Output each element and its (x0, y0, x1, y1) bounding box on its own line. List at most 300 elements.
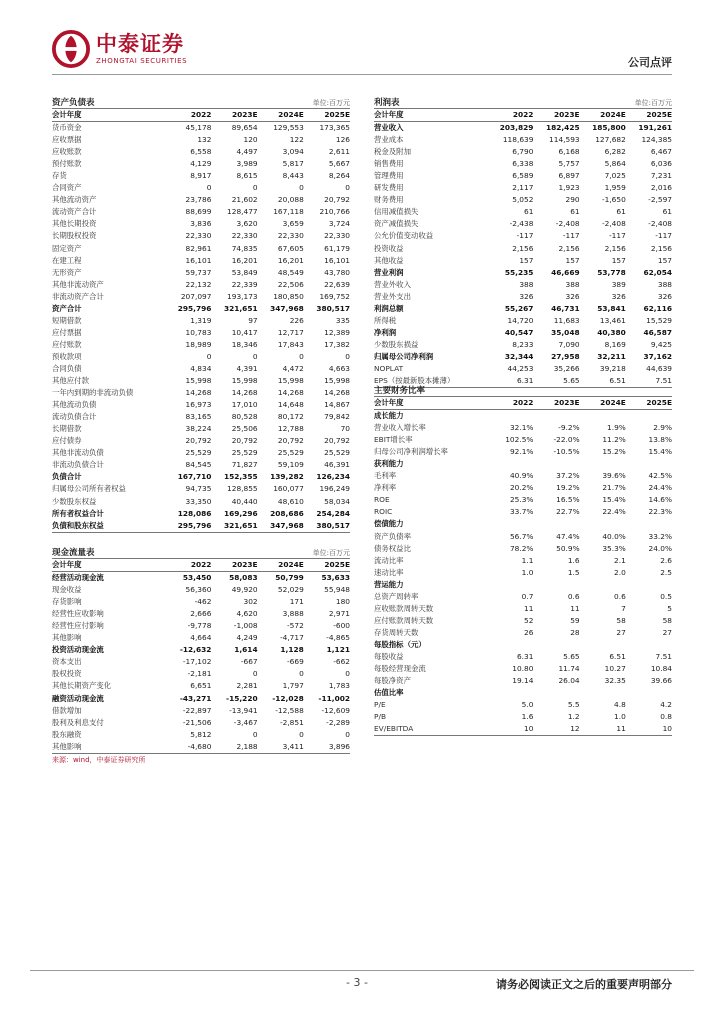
column-header-year: 2025E (626, 397, 672, 410)
row-value: -600 (333, 621, 350, 631)
row-value: 173,365 (319, 123, 350, 133)
row-value: 16,201 (277, 255, 304, 265)
row-value: -117 (609, 231, 626, 241)
row-value: 321,651 (211, 520, 257, 533)
table-row (374, 651, 672, 663)
row-value (487, 410, 533, 423)
row-value: 10.80 (512, 664, 534, 674)
table-row (52, 267, 350, 279)
row-value: 84,545 (185, 460, 212, 470)
row-value: 13,461 (599, 315, 626, 325)
row-label: 所得税 (374, 315, 397, 325)
row-value: 40,547 (504, 327, 534, 337)
row-label: 每股指标（元） (374, 639, 426, 649)
row-label: 应付账款周转天数 (374, 615, 434, 625)
row-value: 15.2% (602, 447, 626, 457)
column-header-label: 会计年度 (374, 397, 487, 410)
row-value: 16,101 (185, 255, 212, 265)
table-row (374, 315, 672, 327)
row-value: 97 (248, 315, 258, 325)
row-value: 22,330 (277, 231, 304, 241)
row-label: 长期股权投资 (52, 231, 97, 241)
row-label: 营业收入 (374, 123, 404, 133)
row-label: 经营性应付影响 (52, 621, 104, 631)
table-row (374, 591, 672, 603)
table-row (374, 506, 672, 518)
row-label: NOPLAT (374, 364, 404, 373)
row-value: 4,472 (282, 364, 304, 373)
row-value: 40,440 (231, 496, 258, 506)
row-value: 5,812 (190, 729, 212, 739)
row-value: 191,261 (638, 123, 672, 133)
column-header-year: 2023E (211, 109, 257, 122)
column-header-year: 2023E (211, 559, 257, 572)
row-value: 4,391 (236, 364, 258, 373)
row-value: 0 (345, 183, 350, 193)
row-value: 94,735 (185, 484, 212, 494)
ratios-title: 主要财务比率 (374, 386, 426, 396)
row-value: 44,253 (507, 364, 534, 373)
table-row (374, 699, 672, 711)
row-value: 70 (340, 424, 350, 434)
row-label: EPS（按最新股本摊薄） (374, 375, 487, 388)
row-value: -669 (287, 657, 304, 667)
row-value: 3,724 (328, 219, 350, 229)
table-row (52, 146, 350, 158)
row-value: 17,382 (324, 339, 350, 349)
table-row (52, 459, 350, 471)
row-value (580, 410, 626, 423)
table-row (374, 482, 672, 494)
row-value: 20,792 (324, 436, 350, 446)
row-value: 10 (626, 723, 672, 736)
row-value: 4,664 (190, 633, 212, 643)
row-value: 2,156 (604, 243, 626, 253)
row-value: 1.1 (521, 555, 534, 565)
row-value: -12,028 (272, 693, 304, 703)
row-label: 应付账款 (52, 339, 82, 349)
table-row (374, 434, 672, 446)
row-value: 1,614 (234, 645, 258, 655)
row-label: 资本支出 (52, 657, 82, 667)
row-value: 1.0 (614, 712, 626, 722)
row-value: 3,659 (282, 219, 304, 229)
table-row (52, 508, 350, 520)
row-value (626, 579, 672, 591)
row-value: 25,529 (277, 448, 304, 458)
row-value: -3,467 (233, 717, 258, 727)
row-value: 18,989 (185, 339, 212, 349)
row-value: 0 (206, 351, 212, 361)
row-value: 326 (565, 291, 580, 301)
row-value (580, 579, 626, 591)
row-value: 5.0 (521, 700, 534, 710)
row-value: 8,169 (604, 339, 626, 349)
table-row (52, 520, 350, 533)
row-label: 固定资产 (52, 243, 82, 253)
row-value: 74,835 (231, 243, 258, 253)
row-value: 0 (345, 729, 350, 739)
row-label: 应付票据 (52, 327, 82, 337)
row-value: 15.4% (602, 495, 626, 505)
row-label: 货币资金 (52, 123, 82, 133)
row-value: -4,717 (279, 633, 304, 643)
table-row (52, 483, 350, 495)
row-value (533, 518, 579, 530)
row-value: 1,783 (328, 681, 350, 691)
row-value: 83,165 (185, 412, 212, 422)
row-value: 11.2% (602, 435, 626, 445)
row-value: 33.2% (648, 531, 672, 541)
table-header-row (374, 109, 672, 122)
row-value: 6,036 (650, 159, 672, 169)
row-value: 22,639 (324, 279, 350, 289)
row-value: 1.0 (521, 567, 534, 577)
row-value: 1.9% (607, 423, 626, 433)
row-value: 2,016 (650, 183, 672, 193)
row-value: 21,602 (231, 195, 258, 205)
row-value: 1.2 (567, 712, 580, 722)
row-label: 净利率 (374, 483, 397, 493)
row-value: -4,865 (326, 633, 350, 643)
row-value: 26.04 (558, 676, 580, 686)
row-value: 53,849 (231, 267, 258, 277)
row-value: -2,597 (648, 195, 672, 205)
row-value: 0 (299, 729, 304, 739)
row-value: 6,282 (604, 147, 626, 157)
row-value: 6,558 (190, 147, 212, 157)
row-label: 流动比率 (374, 555, 404, 565)
row-label: 其他影响 (52, 741, 165, 754)
row-value: 56,360 (185, 585, 212, 595)
row-value: 3,989 (236, 159, 258, 169)
row-label: 长期借款 (52, 424, 82, 434)
row-value: 128,086 (177, 508, 212, 518)
row-value: 5.65 (563, 652, 580, 661)
table-row (374, 327, 672, 339)
table-row (374, 291, 672, 303)
row-value: 39.66 (650, 676, 672, 686)
row-value: 43,780 (324, 267, 350, 277)
row-value: 2.6 (660, 555, 672, 565)
page-number: - 3 - (346, 976, 368, 989)
row-value: 167,118 (273, 207, 304, 217)
row-value: 6.51 (609, 652, 626, 661)
row-value: 22.3% (648, 507, 672, 517)
row-value: 4,249 (236, 633, 258, 643)
row-value: 157 (565, 255, 580, 265)
row-value: 6,338 (512, 159, 534, 169)
row-value (487, 458, 533, 470)
row-value: 6.31 (516, 652, 534, 661)
row-label: 速动比率 (374, 567, 404, 577)
row-value: 53,778 (597, 267, 626, 277)
row-value: -22,897 (182, 705, 212, 715)
row-value: -2,181 (187, 669, 212, 679)
row-value: 62,116 (643, 303, 672, 313)
row-value: -572 (287, 621, 304, 631)
row-value: 4,834 (190, 364, 212, 373)
row-value (626, 410, 672, 423)
row-label: 应收账款 (52, 147, 82, 157)
row-value: 23,786 (185, 195, 212, 205)
row-label: 投资活动现金流 (52, 645, 104, 655)
row-label: 营业利润 (374, 267, 404, 277)
row-value: 3,888 (282, 609, 304, 619)
row-value: 0 (345, 351, 350, 361)
row-value: 2,156 (650, 243, 672, 253)
row-label: 营业收入增长率 (374, 423, 426, 433)
row-value (626, 518, 672, 530)
row-value: 302 (243, 597, 258, 607)
row-value: 11,683 (553, 315, 580, 325)
row-label: 每股净资产 (374, 676, 411, 686)
row-value: 7.51 (655, 652, 672, 661)
column-header-year: 2024E (258, 109, 304, 122)
row-value: 6,589 (512, 171, 534, 181)
row-label: 融资活动现金流 (52, 693, 104, 703)
row-value: 89,654 (231, 123, 258, 133)
logo-english-name: ZHONGTAI SECURITIES (96, 57, 188, 65)
row-label: 获利能力 (374, 459, 404, 469)
cashflow-title: 现金流量表 (52, 548, 95, 558)
table-row (52, 741, 350, 754)
table-row (374, 446, 672, 458)
table-row (52, 435, 350, 447)
row-label: 归母公司净利润增长率 (374, 447, 448, 457)
ratios-panel (374, 384, 672, 736)
column-header-year: 2022 (487, 109, 533, 122)
table-row (52, 729, 350, 741)
table-row (374, 206, 672, 218)
row-value: 1,797 (282, 681, 304, 691)
row-value: 33,350 (185, 496, 212, 506)
row-value: 7,231 (650, 171, 672, 181)
row-value: 11.74 (558, 664, 580, 674)
row-label: 利润总额 (374, 303, 404, 313)
column-header-year: 2023E (533, 109, 579, 122)
row-value: 290 (565, 195, 580, 205)
row-value: 2,188 (211, 741, 257, 754)
table-row (52, 182, 350, 194)
row-value: 0 (299, 183, 304, 193)
table-row (374, 158, 672, 170)
row-value: 32.1% (509, 423, 534, 433)
row-value: 53,450 (182, 573, 212, 583)
row-value: 1.6 (521, 712, 534, 722)
row-value: 0.5 (660, 591, 672, 601)
row-label: 净利润 (374, 327, 397, 337)
row-value (580, 458, 626, 470)
row-label: 公允价值变动收益 (374, 231, 434, 241)
row-value: 49,920 (231, 585, 258, 595)
row-value: 2.1 (614, 555, 626, 565)
row-value: 139,282 (270, 472, 304, 482)
row-value: 24.0% (648, 543, 672, 553)
row-value: 114,593 (549, 135, 580, 145)
row-value: 0 (299, 351, 304, 361)
row-value: 2,156 (512, 243, 534, 253)
row-value: 321,651 (223, 303, 258, 313)
row-value: 12,788 (277, 424, 304, 434)
row-label: 应付债券 (52, 436, 82, 446)
row-value: 1.5 (567, 567, 580, 577)
row-value: -12,609 (321, 705, 350, 715)
table-row (52, 411, 350, 423)
table-row (52, 291, 350, 303)
company-logo (52, 30, 187, 68)
table-row (374, 567, 672, 579)
row-value: 17,010 (231, 400, 258, 410)
row-label: P/E (374, 700, 386, 710)
row-value: 5,667 (328, 159, 350, 169)
row-value: 0.7 (521, 591, 534, 601)
column-header-year: 2024E (580, 109, 626, 122)
row-value: 59,737 (185, 267, 212, 277)
row-value: 32.35 (604, 676, 626, 686)
row-value: 2.5 (660, 567, 672, 577)
row-value: -117 (655, 231, 672, 241)
row-value: 39.6% (602, 471, 626, 481)
row-value (580, 687, 626, 699)
table-row (52, 693, 350, 705)
table-row (52, 632, 350, 644)
row-value: 22,330 (185, 231, 212, 241)
row-label: 投资收益 (374, 243, 404, 253)
row-value: 0 (299, 669, 304, 679)
row-value: 7,090 (558, 339, 580, 349)
row-value: 15.4% (648, 447, 672, 457)
row-value: 380,517 (304, 520, 350, 533)
row-value: 193,173 (227, 291, 258, 301)
income-table (374, 109, 672, 388)
balance-sheet-panel (52, 96, 350, 533)
row-value: 347,968 (270, 303, 304, 313)
row-label: 借款增加 (52, 705, 82, 715)
row-label: 合同负债 (52, 364, 82, 373)
balance-sheet-table (52, 109, 350, 533)
row-value: 4,620 (236, 609, 258, 619)
row-value: 196,249 (319, 484, 350, 494)
table-row (374, 230, 672, 242)
table-row (374, 363, 672, 375)
row-value: 203,829 (499, 123, 534, 133)
row-value: 32,344 (504, 351, 534, 361)
header-divider (52, 74, 672, 75)
row-value: 22,506 (277, 279, 304, 289)
row-label: 信用减值损失 (374, 207, 419, 217)
row-value: 5,757 (558, 159, 580, 169)
row-value: 7.51 (626, 375, 672, 388)
row-value: 4,497 (236, 147, 258, 157)
row-value (533, 687, 579, 699)
row-value: 335 (335, 315, 350, 325)
row-value: 210,766 (319, 207, 350, 217)
row-value: 14,268 (277, 388, 304, 398)
row-value: 22,330 (324, 231, 350, 241)
row-label: 研发费用 (374, 183, 404, 193)
row-label: 每股收益 (374, 652, 404, 661)
row-label: 非流动负债合计 (52, 460, 104, 470)
row-value: 14,268 (185, 388, 212, 398)
row-label: 成长能力 (374, 411, 404, 421)
row-value: 17,843 (277, 339, 304, 349)
row-label: EV/EBITDA (374, 723, 487, 736)
row-label: 总资产周转率 (374, 591, 419, 601)
row-value: 79,842 (324, 412, 350, 422)
row-label: 应收账款周转天数 (374, 603, 434, 613)
row-value: 14,268 (324, 388, 350, 398)
row-value: 347,968 (258, 520, 304, 533)
row-value (533, 410, 579, 423)
row-label: 税金及附加 (374, 147, 411, 157)
row-label: 少数股东权益 (52, 496, 97, 506)
row-value: 61 (570, 207, 580, 217)
table-row (374, 134, 672, 146)
row-value (626, 458, 672, 470)
table-row (374, 267, 672, 279)
row-value: 1,121 (326, 645, 350, 655)
row-value: 55,267 (504, 303, 534, 313)
row-value: 88,699 (185, 207, 212, 217)
row-value: 52 (524, 615, 534, 625)
section-header-row (374, 639, 672, 651)
row-label: 所有者权益合计 (52, 508, 104, 518)
row-label: 预付账款 (52, 159, 82, 169)
row-value: 6,651 (190, 681, 212, 691)
table-row (374, 422, 672, 434)
row-value: 126,234 (316, 472, 350, 482)
disclaimer-notice: 请务必阅读正文之后的重要声明部分 (496, 978, 672, 991)
row-value: 160,077 (273, 484, 304, 494)
row-value: 8,615 (236, 171, 258, 181)
row-value: 15,529 (646, 315, 672, 325)
row-value: 122 (289, 135, 304, 145)
row-label: 偿债能力 (374, 519, 404, 529)
income-unit: 单位:百万元 (634, 99, 672, 107)
row-value: -2,408 (601, 219, 626, 229)
row-value: 2,156 (558, 243, 580, 253)
table-row (52, 255, 350, 267)
row-value: 20.2% (509, 483, 534, 493)
row-value: 22,132 (185, 279, 212, 289)
row-value: 20,792 (277, 436, 304, 446)
row-value: 11 (524, 603, 534, 613)
table-row (52, 279, 350, 291)
row-value: 295,796 (177, 303, 212, 313)
row-value: 10,783 (185, 327, 212, 337)
row-value: -9.2% (558, 423, 580, 433)
table-row (374, 303, 672, 315)
row-value: 58 (662, 615, 672, 625)
row-value: 167,710 (177, 472, 212, 482)
cashflow-unit: 单位:百万元 (312, 549, 350, 557)
row-value (626, 687, 672, 699)
row-value: 1,319 (190, 315, 212, 325)
table-row (52, 315, 350, 327)
row-label: 其他应付款 (52, 376, 89, 386)
row-value: -667 (240, 657, 258, 667)
table-row (52, 717, 350, 729)
row-value: 157 (657, 255, 672, 265)
row-label: 存货周转天数 (374, 627, 419, 637)
table-row (374, 555, 672, 567)
document-type: 公司点评 (628, 56, 672, 69)
row-value: 32,211 (597, 351, 626, 361)
table-row (52, 122, 350, 135)
row-label: 营业外收入 (374, 279, 411, 289)
row-value (533, 639, 579, 651)
